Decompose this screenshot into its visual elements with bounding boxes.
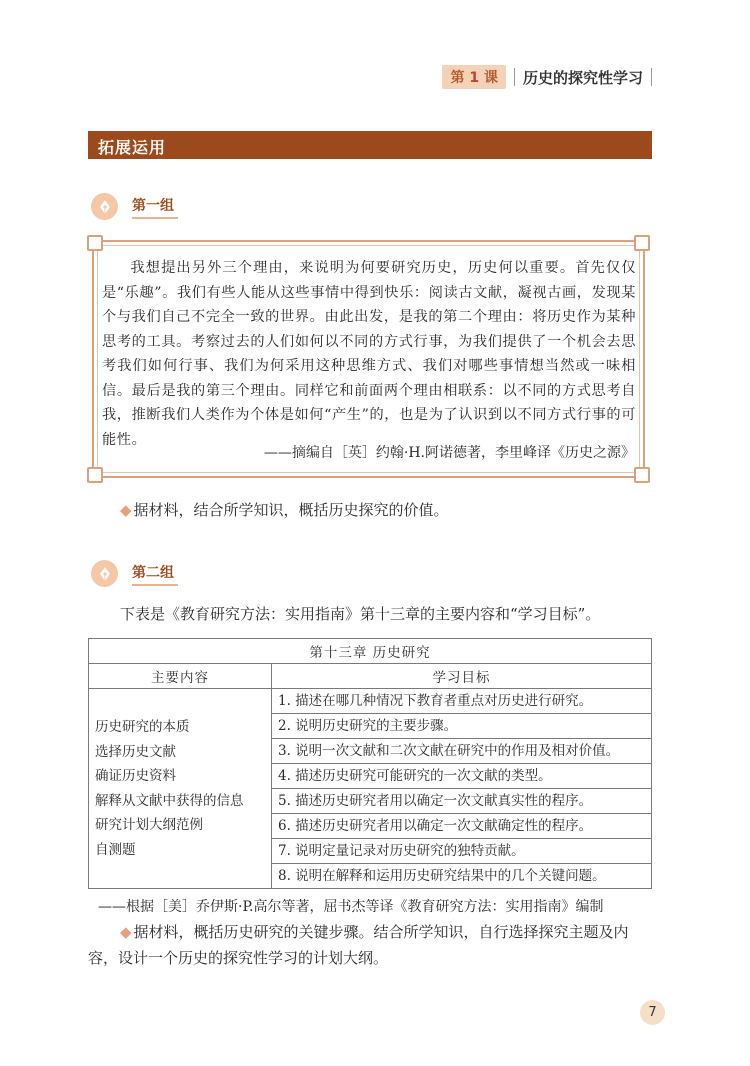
goal-item: 6. 描述历史研究者用以确定一次文献确定性的程序。 [272,814,652,839]
list-item: 选择历史文献 [95,743,176,760]
divider [514,68,515,86]
group1-task [120,497,449,523]
divider [651,68,652,86]
list-item: 确证历史资料 [95,768,176,784]
table-header-goals: 学习目标 [272,664,652,689]
goal-item: 4. 描述历史研究可能研究的一次文献的类型。 [272,764,652,789]
goal-item: 7. 说明定量记录对历史研究的独特贡献。 [272,839,652,864]
corner-ornament [634,467,650,483]
group1-heading [91,193,178,220]
corner-ornament [634,235,650,251]
group2-task-line2: 容，设计一个历史的探究性学习的计划大纲。 [88,949,389,967]
group2-intro: 下表是《教育研究方法：实用指南》第十三章的主要内容和“学习目标”。 [120,605,601,623]
group2-task [88,919,656,971]
table-caption: 第十三章 历史研究 [89,639,652,664]
quote-text: 我想提出另外三个理由，来说明为何要研究历史，历史何以重要。首先仅仅是“乐趣”。我们有些人能从这些事情中得到快乐：阅读古文献，凝视古画，发现某个与我们自己不完全一致的世界。由此出发，是我的第二个理由：将历史作为某种思考的工具。考察过去的人们如何以不同的方式行事，为我们提供了一个机会去思考我们如何行事、我们为何采用这种思维方式、我们对哪些事情想当然或一味相信。最后是我的第三个理由。同样它和前面两个理由相联系：以不同的方式思考自我，推断我们人类作为个体是如何“产生”的，也是为了认识到以不同方式行事的可能性。 [102,260,636,448]
section-title: 拓展运用 [98,138,167,157]
group2-task-line1: 据材料，概括历史研究的关键步骤。结合所学知识，自行选择探究主题及内 [133,923,629,941]
section-title-bar [88,131,652,159]
chapter-table [88,638,652,889]
contents-cell [89,689,272,889]
lesson-prefix: 第 [450,70,465,86]
list-item: 自测题 [95,841,136,858]
group1-label: 第一组 [132,195,178,219]
goal-item: 3. 说明一次文献和二次文献在研究中的作用及相对价值。 [272,739,652,764]
page-number: 7 [640,1000,665,1025]
goal-item: 2. 说明历史研究的主要步骤。 [272,714,652,739]
diamond-bullet-icon: ◆ [120,501,132,519]
table-source: ——根据［美］乔伊斯·P.高尔等著，屈书杰等译《教育研究方法：实用指南》编制 [98,899,604,915]
group2-label: 第二组 [132,562,178,586]
diamond-bullet-icon: ◆ [120,923,132,941]
quote-box [92,240,645,478]
group2-heading [91,560,178,587]
goal-item: 1. 描述在哪几种情况下教育者重点对历史进行研究。 [272,689,652,714]
pen-nib-icon [91,560,118,587]
corner-ornament [87,235,103,251]
goal-item: 8. 说明在解释和运用历史研究结果中的几个关键问题。 [272,864,652,889]
list-item: 解释从文献中获得的信息 [95,792,244,809]
lesson-badge [442,65,506,89]
list-item: 研究计划大纲范例 [95,817,203,833]
table-header-contents: 主要内容 [89,664,272,689]
list-item: 历史研究的本质 [95,719,190,735]
group1-task-text: 据材料，结合所学知识，概括历史探究的价值。 [133,501,449,519]
corner-ornament [87,467,103,483]
pen-nib-icon [91,193,118,220]
lesson-number: 1 [469,70,480,86]
quote-source: ——摘编自［英］约翰·H.阿诺德著，李里峰译《历史之源》 [263,445,635,461]
goal-item: 5. 描述历史研究者用以确定一次文献真实性的程序。 [272,789,652,814]
lesson-suffix: 课 [483,70,498,86]
page-header [442,66,652,88]
chapter-title: 历史的探究性学习 [522,68,643,87]
